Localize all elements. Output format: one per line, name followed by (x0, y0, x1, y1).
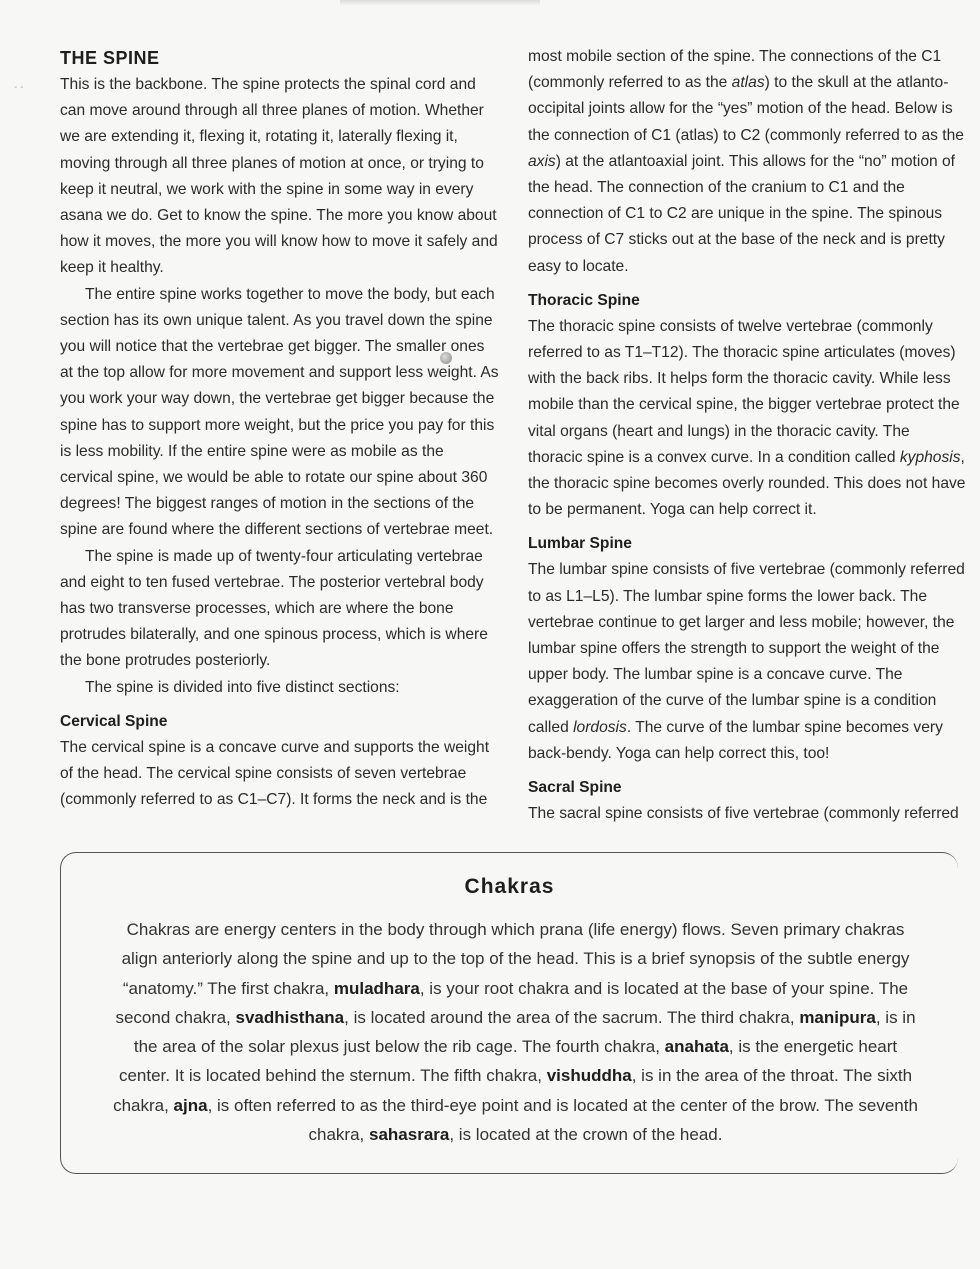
paragraph-cervical-cont: most mobile section of the spine. The connections of the C1 (commonly referred to as the atlas) to the skull at the atlanto-occipital joints allow for the “yes” motion of the head. Below is the connection of C1 (atlas) to C2 (commonly referred to as the axis) at the atlantoaxial joint. This allows for the “no” motion of the head. The connection of the cranium to C1 and the connection of C1 to C2 are unique in the spine. The spinous process of C7 sticks out at the base of the neck and is pretty easy to locate. (528, 48, 964, 275)
term-lordosis: lordosis (573, 718, 627, 736)
term-atlas: atlas (731, 74, 765, 92)
paragraph: This is the backbone. The spine protects the spinal cord and can move around through all three planes of motion. Whether we are extending it, flexing it, rotating it, laterally flexing it, moving through all three planes of motion at once, or trying to keep it neutral, we work with the spine in some way in every asana we do. Get to know the spine. The more you know about how it moves, the more you will know how to move it safely and keep it healthy. (60, 76, 498, 277)
chakras-title: Chakras (464, 875, 555, 898)
chakra-name: vishuddha (546, 1066, 632, 1086)
paragraph: The spine is divided into five distinct sections: (85, 678, 400, 696)
paragraph-cervical: The cervical spine is a concave curve and supports the weight of the head. The cervical spine consists of seven vertebrae (commonly referred to as C1–C7). It forms the neck and is the (60, 738, 490, 809)
chakra-name: muladhara (333, 978, 420, 998)
chakra-name: ajna (173, 1095, 208, 1115)
subheading-cervical: Cervical Spine (60, 712, 168, 730)
chakra-name: manipura (799, 1007, 876, 1027)
subheading-lumbar: Lumbar Spine (528, 535, 632, 553)
section-title: THE SPINE (60, 48, 160, 68)
paragraph: The spine is made up of twenty-four articulating vertebrae and eight to ten fused vertebrae. The posterior vertebral body has two transverse processes, which are where the bone protrudes bilaterally, and one spinous process, which is where the bone protrudes posteriorly. (60, 547, 488, 670)
paragraph-thoracic: The thoracic spine consists of twelve vertebrae (commonly referred to as T1–T12). The thoracic spine articulates (moves) with the back ribs. It helps form the thoracic cavity. While less mobile than the cervical spine, the bigger vertebrae protect the vital organs (heart and lungs) in the thoracic cavity. The thoracic spine is a convex curve. In a condition called kyphosis, the thoracic spine becomes overly rounded. This does not have to be permanent. Yoga can help correct it. (528, 317, 966, 519)
left-column (60, 44, 500, 813)
scan-shadow (340, 0, 540, 6)
chakra-name: svadhisthana (235, 1007, 345, 1027)
chakras-box (60, 852, 958, 1174)
paragraph-sacral: The sacral spine consists of five vertebrae (commonly referred (528, 805, 959, 823)
margin-mark: - - (14, 82, 24, 93)
paragraph-lumbar: The lumbar spine consists of five vertebrae (commonly referred to as L1–L5). The lumbar spine forms the lower back. The vertebrae continue to get larger and less mobile; however, the lumbar spine offers the strength to support the weight of the upper body. The lumbar spine is a concave curve. The exaggeration of the curve of the lumbar spine is a condition called lordosis. The curve of the lumbar spine becomes very back-bendy. Yoga can help correct this, too! (528, 561, 965, 762)
subheading-sacral: Sacral Spine (528, 779, 622, 797)
chakra-name: anahata (664, 1037, 729, 1057)
right-column (528, 44, 968, 827)
paragraph: The entire spine works together to move the body, but each section has its own unique talent. As you travel down the spine you will notice that the vertebrae get bigger. The smaller ones at the top allow for more movement and support less weight. As you work your way down, the vertebrae get bigger because the spine has to support more weight, but the price you pay for this is less mobility. If the entire spine were as mobile as the cervical spine, we would be able to rotate our spine about 360 degrees! The biggest ranges of motion in the sections of the spine are found where the different sections of vertebrae meet. (60, 285, 499, 539)
chakras-text: Chakras are energy centers in the body through which prana (life energy) flows. Seven primary chakras align anteriorly along the spine and up to the top of the head. This is a brief synopsis of the subtle energy “anatomy.” The first chakra, muladhara, is your root chakra and is located at the base of your spine. The second chakra, svadhisthana, is located around the area of the sacrum. The third chakra, manipura, is in the area of the solar plexus just below the rib cage. The fourth chakra, anahata, is the energetic heart center. It is located behind the sternum. The fifth chakra, vishuddha, is in the area of the throat. The sixth chakra, ajna, is often referred to as the third-eye point and is located at the center of the brow. The seventh chakra, sahasrara, is located at the crown of the head. (113, 920, 918, 1145)
chakra-name: sahasrara (369, 1125, 450, 1145)
subheading-thoracic: Thoracic Spine (528, 291, 640, 309)
term-axis: axis (528, 152, 556, 170)
term-kyphosis: kyphosis (899, 448, 961, 466)
